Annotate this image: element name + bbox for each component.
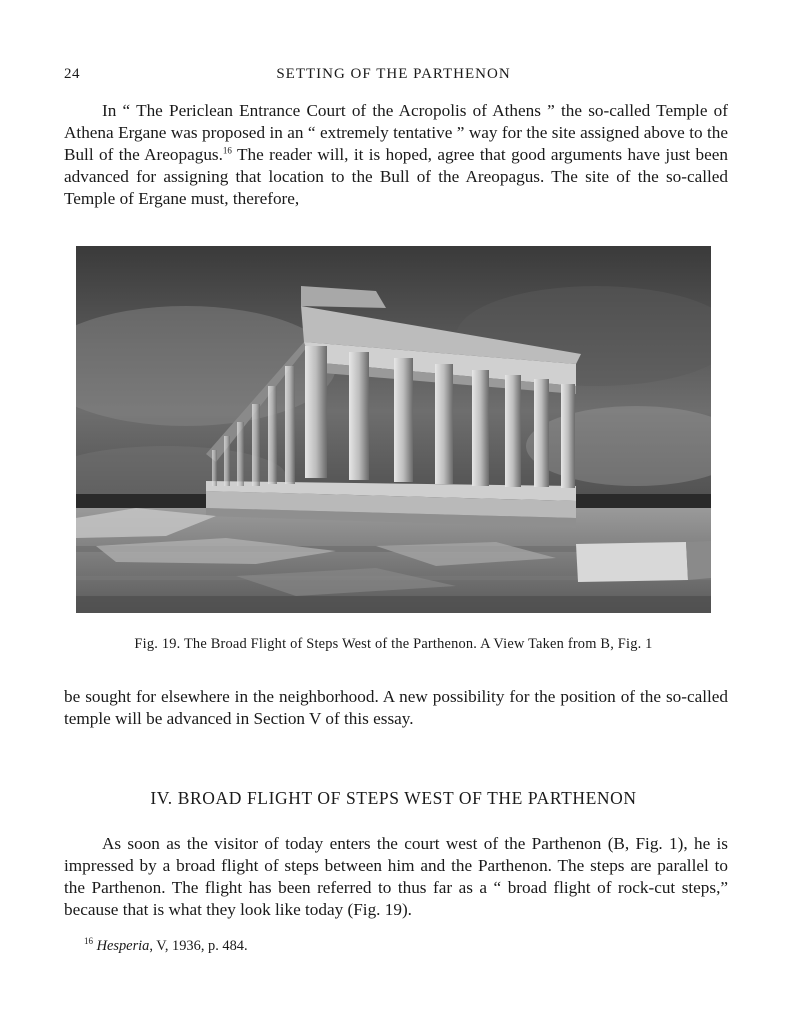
paragraph-text: In “ The Periclean Entrance Court of the Acropolis of Athens ” the so-called Temple of Athena Ergane was proposed in an “ extremely tentative ” way for the site assigned above to the Bull of the Areopagus. (64, 101, 728, 164)
body-paragraph (64, 833, 728, 921)
paragraph-text: As soon as the visitor of today enters the court west of the Parthenon (B, Fig. 1), he is impressed by a broad flight of steps between him and the Parthenon. The steps are parallel to the Parthenon. The flight has been referred to thus far as a “ broad flight of rock-cut steps,” because that is what they look like today (Fig. 19). (64, 834, 728, 919)
paragraph-text: be sought for elsewhere in the neighborhood. A new possibility for the position of the so-called temple will be advanced in Section V of this essay. (64, 687, 728, 728)
running-head: SETTING OF THE PARTHENON (276, 66, 511, 82)
parthenon-photograph (76, 246, 711, 613)
page-number: 24 (64, 66, 80, 82)
journal-title: Hesperia (96, 938, 150, 954)
footnote (84, 938, 248, 955)
footnote-reference[interactable]: 16 (222, 145, 232, 156)
footnote-citation: , V, 1936, p. 484. (149, 938, 248, 954)
section-heading: IV. BROAD FLIGHT OF STEPS WEST OF THE PARTHENON (150, 788, 637, 808)
paragraph-text: The reader will, it is hoped, agree that good arguments have just been advanced for assigning that location to the Bull of the Areopagus. The site of the so-called Temple of Ergane must, therefore, (64, 145, 729, 208)
figure-caption: Fig. 19. The Broad Flight of Steps West of the Parthenon. A View Taken from B, Fig. 1 (134, 636, 653, 652)
footnote-marker: 16 (84, 936, 93, 947)
body-paragraph (64, 100, 728, 210)
body-paragraph (64, 686, 728, 730)
